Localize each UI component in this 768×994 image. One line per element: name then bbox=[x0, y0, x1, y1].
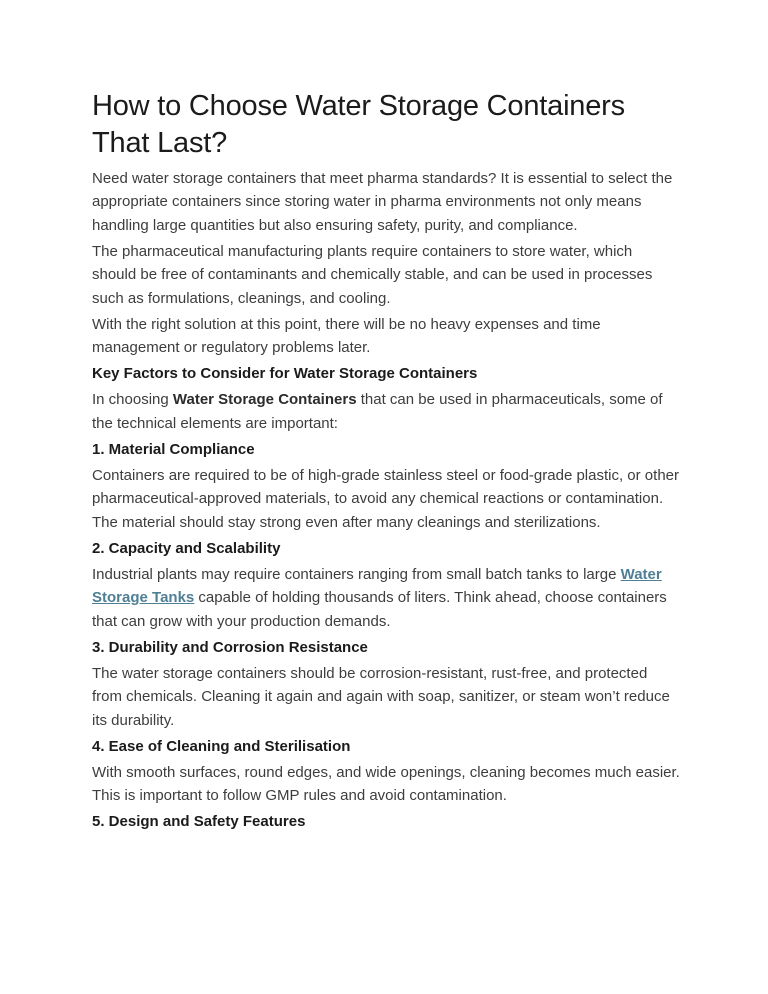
article-body bbox=[92, 88, 680, 834]
factor-1-body: Containers are required to be of high-grade stainless steel or food-grade plastic, or other pharmaceutical-approved materials, to avoid any chemical reactions or contamination. The material should stay strong even after many cleanings and sterilizations. bbox=[92, 466, 679, 531]
key-factors-lead-post: that can be used in pharmaceuticals, some of the technical elements are important: bbox=[92, 391, 663, 432]
factor-3-heading: 3. Durability and Corrosion Resistance bbox=[92, 638, 368, 656]
factor-4-body: With smooth surfaces, round edges, and wide openings, cleaning becomes much easier. This is important to follow GMP rules and avoid contamination. bbox=[92, 763, 680, 804]
factor-2-body bbox=[92, 563, 680, 634]
factor-5-heading: 5. Design and Safety Features bbox=[92, 813, 306, 830]
key-factors-lead-pre: In choosing bbox=[92, 391, 173, 408]
water-storage-tanks-link[interactable]: Water Storage Tanks bbox=[92, 565, 662, 606]
factor-3-body: The water storage containers should be corrosion-resistant, rust-free, and protected from chemicals. Cleaning it again and again with soap, sanitizer, or steam won’t reduce its durability. bbox=[92, 664, 670, 729]
factor-2-body-pre: Industrial plants may require containers ranging from small batch tanks to large bbox=[92, 565, 621, 583]
factor-1-heading: 1. Material Compliance bbox=[92, 440, 255, 458]
key-factors-lead-paragraph bbox=[92, 388, 680, 435]
factor-2-body-post: capable of holding thousands of liters. Think ahead, choose containers that can grow with your production demands. bbox=[92, 589, 667, 630]
key-factors-lead-bold: Water Storage Containers bbox=[172, 391, 357, 408]
intro-paragraph-2: The pharmaceutical manufacturing plants require containers to store water, which should be free of contaminants and chemically stable, and can be used in processes such as formulations, cleanings, and cooling. bbox=[92, 242, 653, 307]
factor-2-heading: 2. Capacity and Scalability bbox=[92, 539, 281, 557]
article-title: How to Choose Water Storage Containers That Last? bbox=[92, 90, 625, 159]
key-factors-heading: Key Factors to Consider for Water Storage Containers bbox=[92, 365, 478, 382]
factor-4-heading: 4. Ease of Cleaning and Sterilisation bbox=[92, 737, 351, 755]
intro-paragraph-1: Need water storage containers that meet pharma standards? It is essential to select the appropriate containers since storing water in pharma environments not only means handling large quantities but also ensuring safety, purity, and compliance. bbox=[92, 169, 673, 234]
intro-paragraph-3: With the right solution at this point, there will be no heavy expenses and time management or regulatory problems later. bbox=[92, 315, 601, 356]
